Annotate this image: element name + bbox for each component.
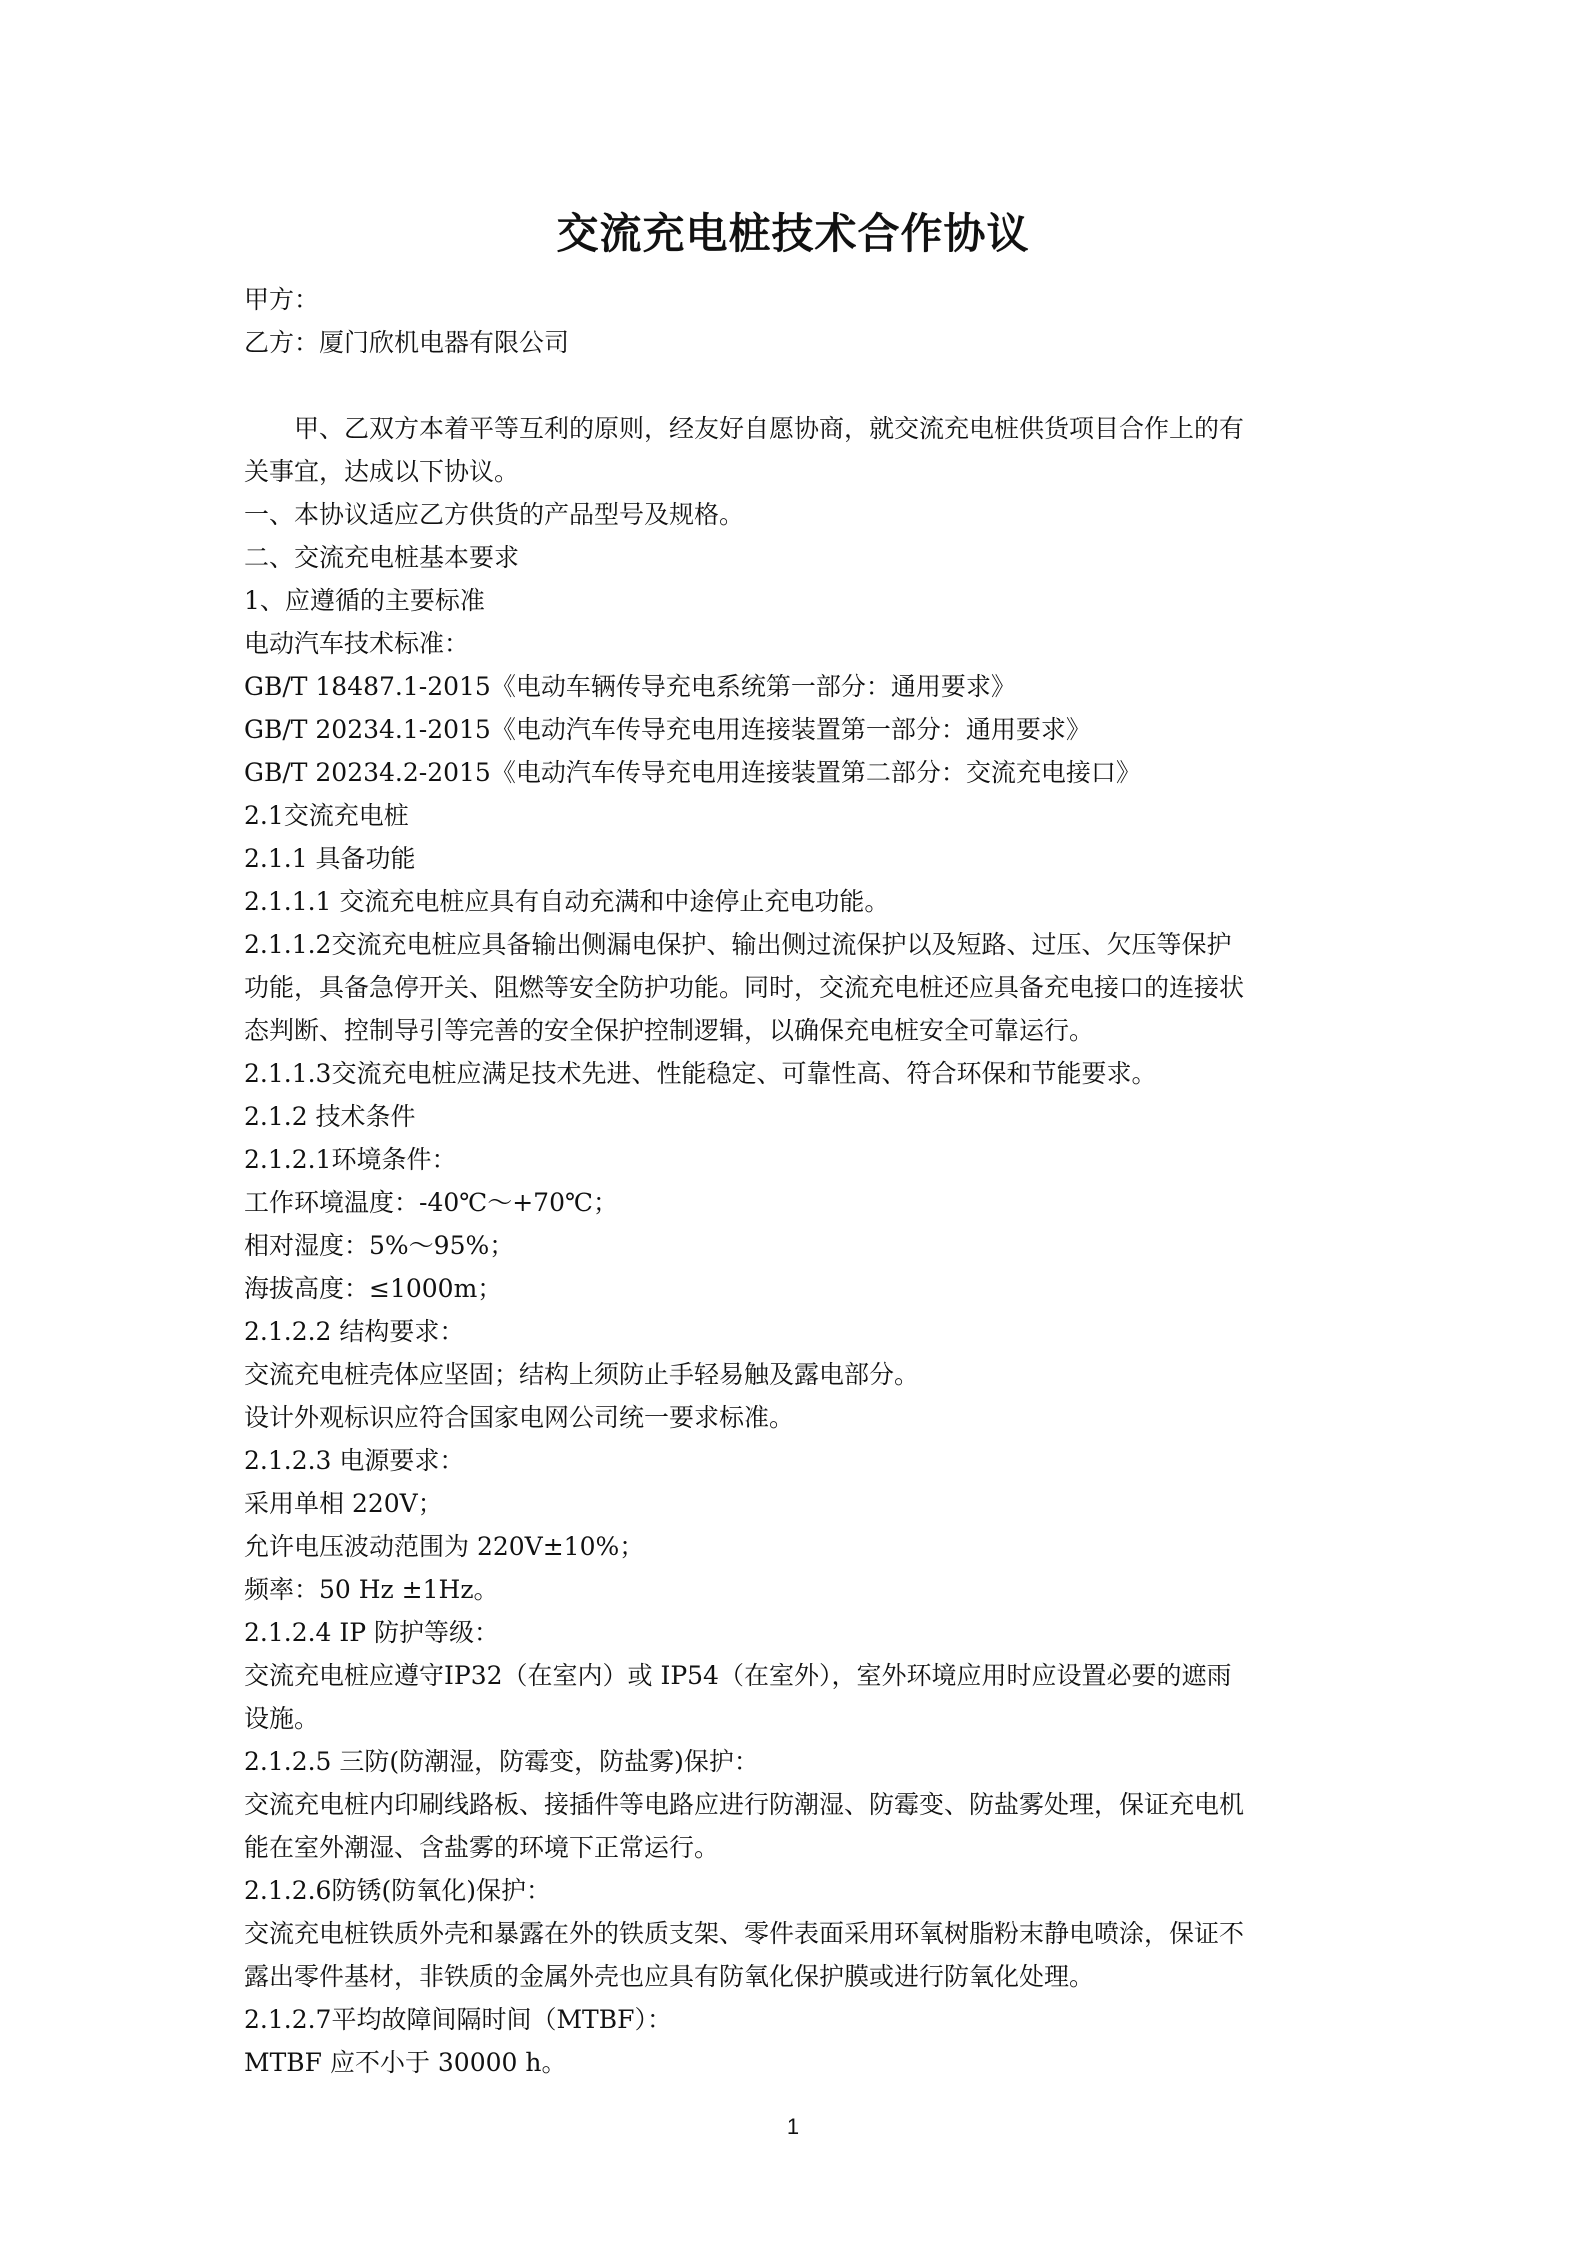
text-line: 设施。 [244, 1704, 320, 1733]
document-title: 交流充电桩技术合作协议 [556, 209, 1030, 258]
text-line: 2.1.2 技术条件 [244, 1102, 416, 1131]
document-body [244, 278, 1354, 2084]
text-line: 相对湿度：5%～95%； [244, 1231, 515, 1260]
text-line: MTBF 应不小于 30000 h。 [244, 2048, 567, 2077]
text-line: 2.1交流充电桩 [244, 801, 409, 830]
text-line: 交流充电桩壳体应坚固；结构上须防止手轻易触及露电部分。 [244, 1360, 920, 1389]
text-line: 工作环境温度：-40℃～+70℃； [244, 1188, 618, 1217]
party-a-line: 甲方： [244, 285, 320, 314]
text-line: 交流充电桩铁质外壳和暴露在外的铁质支架、零件表面采用环氧树脂粉末静电喷涂，保证不 [244, 1919, 1245, 1948]
text-line: 2.1.2.1环境条件： [244, 1145, 457, 1174]
text-line: 能在室外潮湿、含盐雾的环境下正常运行。 [244, 1833, 720, 1862]
text-line: 频率：50 Hz ±1Hz。 [244, 1575, 499, 1604]
text-line: 允许电压波动范围为 220V±10%； [244, 1532, 645, 1561]
text-line: 1、应遵循的主要标准 [244, 586, 485, 615]
text-line: 海拔高度：≤1000m； [244, 1274, 503, 1303]
text-line: 电动汽车技术标准： [244, 629, 470, 658]
intro-line: 关事宜，达成以下协议。 [244, 457, 520, 486]
text-line: 功能，具备急停开关、阻燃等安全防护功能。同时，交流充电桩还应具备充电接口的连接状 [244, 973, 1245, 1002]
text-line: 2.1.2.5 三防(防潮湿，防霉变，防盐雾)保护： [244, 1747, 759, 1776]
party-b-line: 乙方：厦门欣机电器有限公司 [244, 328, 570, 357]
text-line: 2.1.2.4 IP 防护等级： [244, 1618, 500, 1647]
text-line: 2.1.2.3 电源要求： [244, 1446, 465, 1475]
text-line: 采用单相 220V； [244, 1489, 443, 1518]
intro-line: 甲、乙双方本着平等互利的原则，经友好自愿协商，就交流充电桩供货项目合作上的有 [294, 414, 1245, 443]
text-line: 态判断、控制导引等完善的安全保护控制逻辑，以确保充电桩安全可靠运行。 [244, 1016, 1095, 1045]
text-line: 露出零件基材，非铁质的金属外壳也应具有防氧化保护膜或进行防氧化处理。 [244, 1962, 1095, 1991]
text-line: 2.1.1.3交流充电桩应满足技术先进、性能稳定、可靠性高、符合环保和节能要求。 [244, 1059, 1157, 1088]
text-line: GB/T 20234.1-2015《电动汽车传导充电用连接装置第一部分：通用要求》 [244, 715, 1091, 744]
text-line: 2.1.1 具备功能 [244, 844, 416, 873]
text-line: GB/T 18487.1-2015《电动车辆传导充电系统第一部分：通用要求》 [244, 672, 1016, 701]
text-line: 2.1.1.2交流充电桩应具备输出侧漏电保护、输出侧过流保护以及短路、过压、欠压等保护 [244, 930, 1232, 959]
text-line: 2.1.2.7平均故障间隔时间（MTBF）： [244, 2005, 672, 2034]
text-line: 交流充电桩应遵守IP32（在室内）或 IP54（在室外），室外环境应用时应设置必要的遮雨 [244, 1661, 1232, 1690]
text-line: GB/T 20234.2-2015《电动汽车传导充电用连接装置第二部分：交流充电接口》 [244, 758, 1141, 787]
text-line: 交流充电桩内印刷线路板、接插件等电路应进行防潮湿、防霉变、防盐雾处理，保证充电机 [244, 1790, 1245, 1819]
text-line: 2.1.2.6防锈(防氧化)保护： [244, 1876, 551, 1905]
blank-line [244, 364, 1354, 407]
text-line: 2.1.1.1 交流充电桩应具有自动充满和中途停止充电功能。 [244, 887, 890, 916]
text-line: 2.1.2.2 结构要求： [244, 1317, 465, 1346]
text-line: 二、交流充电桩基本要求 [244, 543, 520, 572]
text-line: 一、本协议适应乙方供货的产品型号及规格。 [244, 500, 745, 529]
text-line: 设计外观标识应符合国家电网公司统一要求标准。 [244, 1403, 795, 1432]
page-number: 1 [786, 2114, 800, 2139]
